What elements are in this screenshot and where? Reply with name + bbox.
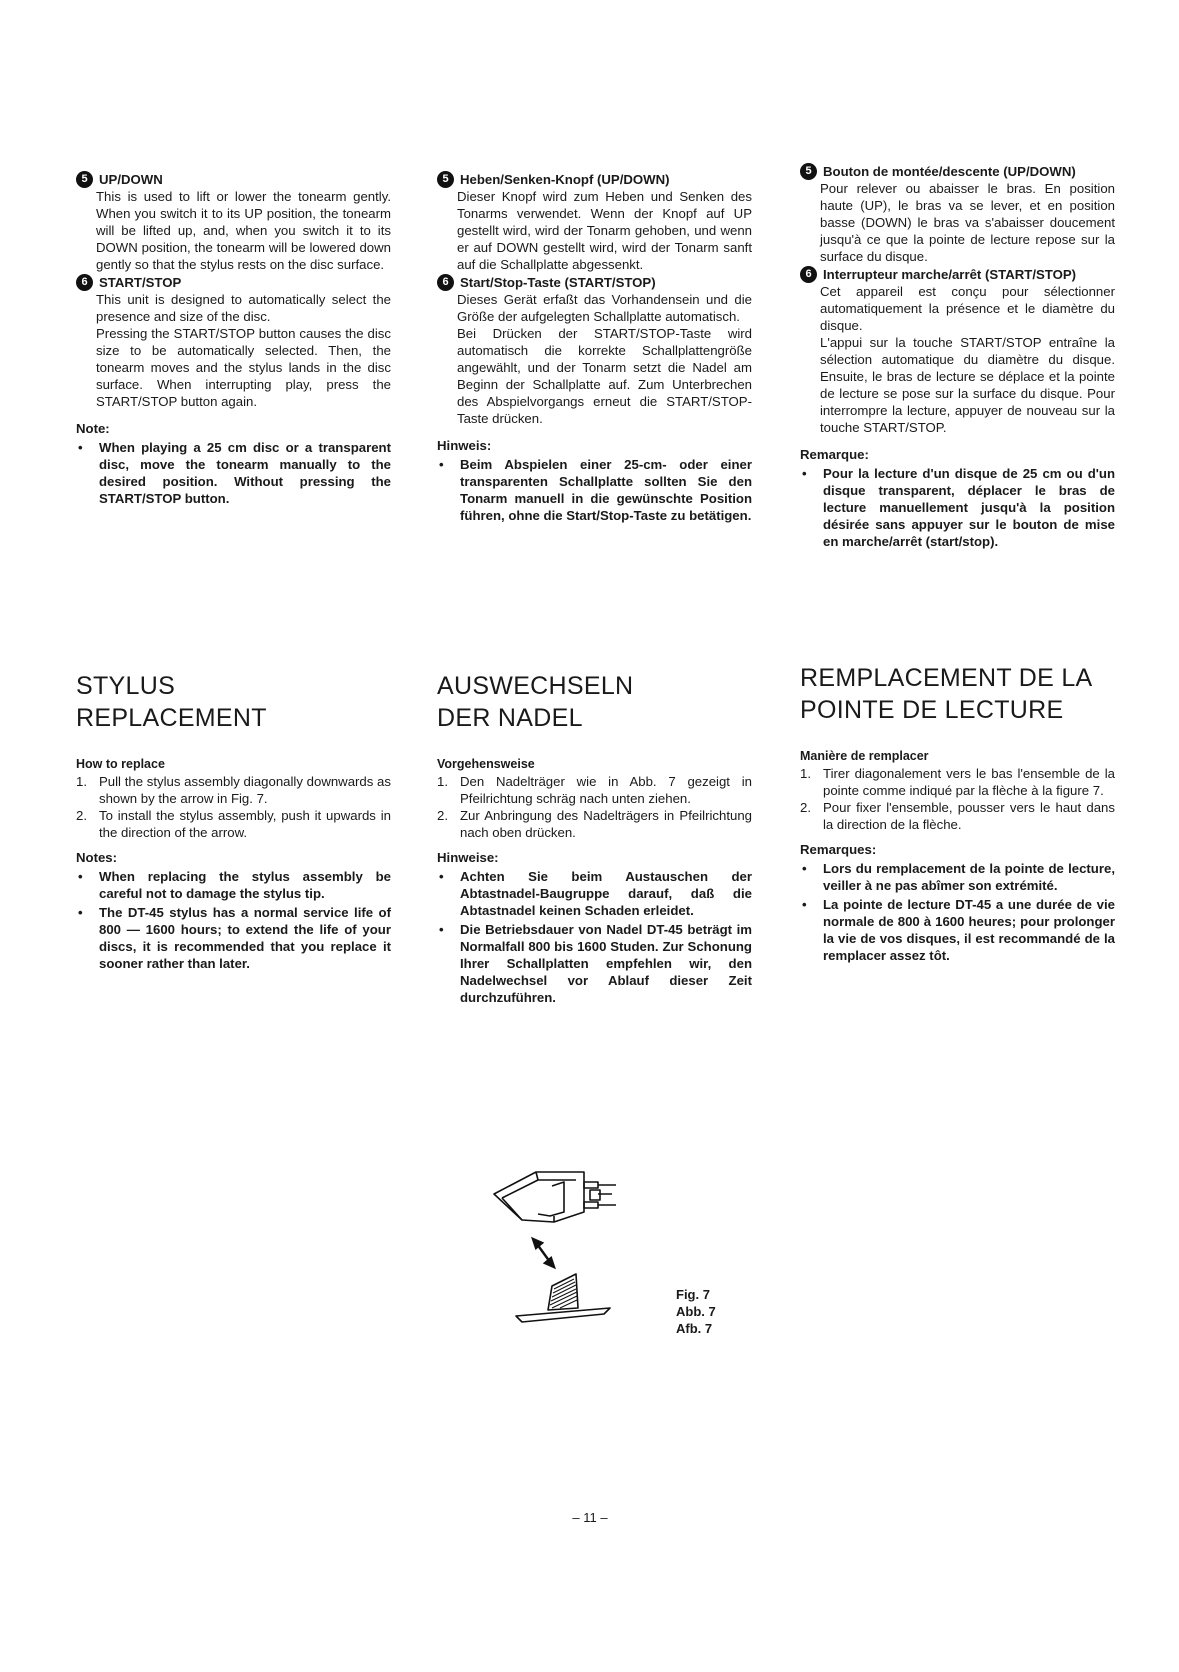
column-german-controls (437, 170, 752, 526)
item6-body: Cet appareil est conçu pour sélectionner automatiquement la présence et le diamètre du disque. L'appui sur la touche START/STOP entraîne la sélection automatique du diamètre du disque. Ensuite, le bras de lecture se déplace et la pointe de lecture se pose sur la surface du disque. Pour interrompre la lecture, appuyer de nouveau sur la touche START/STOP. (820, 284, 1115, 435)
step-item: 2. Pour fixer l'ensemble, pousser vers le haut dans la direction de la flèche. (800, 800, 1115, 832)
number-5-icon: 5 (76, 171, 93, 188)
step-item: 2. Zur Anbringung des Nadelträgers in Pfeilrichtung nach oben drücken. (437, 808, 752, 840)
note-heading: Note: (76, 421, 110, 436)
section-title: STYLUS REPLACEMENT (76, 672, 267, 732)
note-list (437, 868, 752, 1006)
note-item: • Beim Abspielen einer 25-cm- oder einer transparenten Schallplatte sollten Sie den Tonarm manuell in die gewünschte Position führen, ohne die Start/Stop-Taste zu betätigen. (437, 456, 752, 524)
item5-body: Pour relever ou abaisser le bras. En position haute (UP), le bras va se lever, et en position basse (DOWN) le bras va s'abaisser doucement jusqu'à ce que la pointe de lecture repose sur la surface du disque. (820, 181, 1115, 264)
note-item: • Pour la lecture d'un disque de 25 cm ou d'un disque transparent, déplacer le bras de lecture manuellement jusqu'à la position désirée sans appuyer sur le bouton de mise en marche/arrêt (start/stop). (800, 465, 1115, 550)
number-5-icon: 5 (800, 163, 817, 180)
note-item: • The DT-45 stylus has a normal service life of 800 — 1600 hours; to extend the life of your discs, it is recommended that you replace it sooner rather than later. (76, 904, 391, 972)
section-german-stylus (437, 670, 752, 1008)
item5-body: Dieser Knopf wird zum Heben und Senken des Tonarms verwendet. Wenn der Knopf auf UP gestellt wird, wird der Tonarm gehoben, und wenn er auf DOWN gestellt wird, wird der Tonarm sanft auf die Schallplatte abgessenkt. (457, 189, 752, 272)
how-heading: Vorgehensweise (437, 757, 535, 771)
note-list (800, 465, 1115, 550)
note-item: • La pointe de lecture DT-45 a une durée de vie normale de 800 à 1600 heures; pour prolonger la vie de vos disques, il est recommandé de la remplacer assez tôt. (800, 896, 1115, 964)
step-item: 2. To install the stylus assembly, push it upwards in the direction of the arrow. (76, 808, 391, 840)
step-item: 1. Den Nadelträger wie in Abb. 7 gezeigt in Pfeilrichtung schräg nach unten ziehen. (437, 774, 752, 806)
item6-body: This unit is designed to automatically select the presence and size of the disc. Pressing the START/STOP button causes the disc size to be automatically selected. Then, the tonearm moves and the stylus lands in the disc surface. When interrupting play, press the START/STOP button again. (96, 292, 391, 409)
step-list (800, 765, 1115, 833)
item6-heading: 6 Start/Stop-Taste (START/STOP) (437, 274, 752, 291)
note-list (437, 456, 752, 524)
note-item: • Lors du remplacement de la pointe de lecture, veiller à ne pas abîmer son extrémité. (800, 860, 1115, 894)
item5-heading: 5 UP/DOWN (76, 171, 391, 188)
item5-heading: 5 Heben/Senken-Knopf (UP/DOWN) (437, 171, 752, 188)
step-list (76, 773, 391, 841)
notes-heading: Notes: (76, 850, 118, 865)
notes-heading: Hinweise: (437, 850, 499, 865)
note-item: • When replacing the stylus assembly be careful not to damage the stylus tip. (76, 868, 391, 902)
step-item: 1. Tirer diagonalement vers le bas l'ensemble de la pointe comme indiqué par la flèche à la figure 7. (800, 766, 1115, 798)
step-item: 1. Pull the stylus assembly diagonally downwards as shown by the arrow in Fig. 7. (76, 774, 391, 806)
how-heading: How to replace (76, 757, 165, 771)
item6-heading: 6 Interrupteur marche/arrêt (START/STOP) (800, 266, 1115, 283)
note-list (76, 868, 391, 972)
number-6-icon: 6 (76, 274, 93, 291)
number-6-icon: 6 (437, 274, 454, 291)
note-list (800, 860, 1115, 964)
item6-heading: 6 START/STOP (76, 274, 391, 291)
column-english-controls (76, 170, 391, 509)
number-6-icon: 6 (800, 266, 817, 283)
section-title: AUSWECHSELN DER NADEL (437, 672, 634, 732)
how-heading: Manière de remplacer (800, 749, 929, 763)
section-french-stylus (800, 662, 1115, 966)
notes-heading: Remarques: (800, 842, 877, 857)
section-english-stylus (76, 670, 391, 974)
note-heading: Hinweis: (437, 438, 492, 453)
item5-heading: 5 Bouton de montée/descente (UP/DOWN) (800, 163, 1115, 180)
number-5-icon: 5 (437, 171, 454, 188)
figure-caption: Fig. 7 Abb. 7 Afb. 7 (676, 1287, 716, 1336)
note-heading: Remarque: (800, 447, 869, 462)
page-number: – 11 – (572, 1510, 608, 1525)
column-french-controls (800, 162, 1115, 552)
note-list (76, 439, 391, 507)
note-item: • Achten Sie beim Austauschen der Abtastnadel-Baugruppe darauf, daß die Abtastnadel keinen Schaden erleidet. (437, 868, 752, 919)
section-title: REMPLACEMENT DE LA POINTE DE LECTURE (800, 664, 1093, 724)
stylus-figure-illustration (492, 1168, 682, 1328)
item6-body: Dieses Gerät erfaßt das Vorhandensein und die Größe der aufgelegten Schallplatte automatisch. Bei Drücken der START/STOP-Taste wird automatisch die korrekte Schallplattengröße angewählt, und der Tonarm setzt die Nadel am Beginn der Schallplatte auf. Zum Unterbrechen des Abspielvorgangs erneut die START/STOP-Taste drücken. (457, 292, 752, 426)
step-list (437, 773, 752, 841)
note-item: • Die Betriebsdauer von Nadel DT-45 beträgt im Normalfall 800 bis 1600 Studen. Zur Schonung Ihrer Schallplatten empfehlen wir, den Nadelwechsel vor Ablauf dieser Zeit durchzuführen. (437, 921, 752, 1006)
note-item: • When playing a 25 cm disc or a transparent disc, move the tonearm manually to the desired position. Without pressing the START/STOP button. (76, 439, 391, 507)
item5-body: This is used to lift or lower the tonearm gently. When you switch it to its UP position, the tonearm will be lifted up, and, when you switch it to its DOWN position, the tonearm will be lowered down gently so that the stylus rests on the disc surface. (96, 189, 391, 272)
